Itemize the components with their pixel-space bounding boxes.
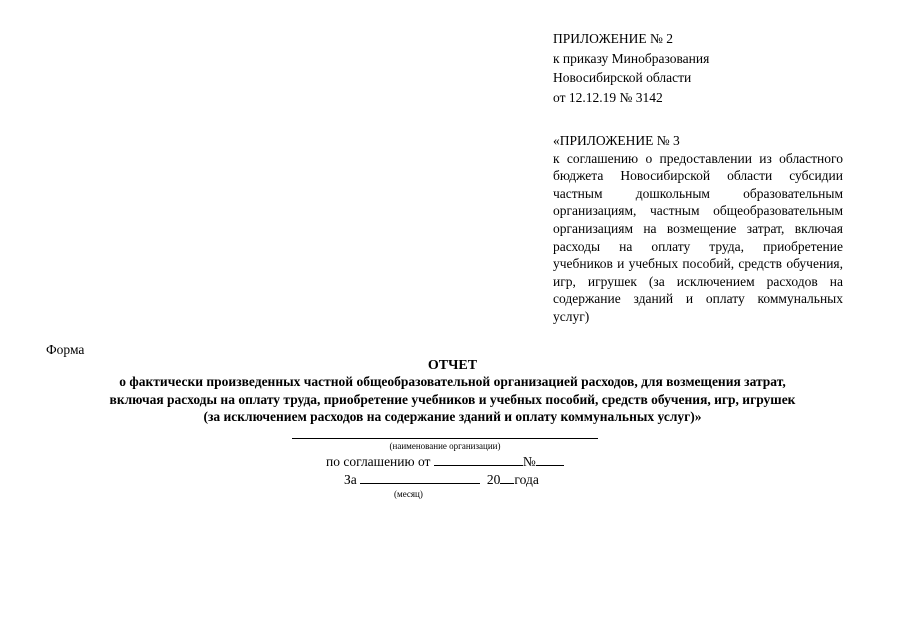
appendix-2-line: Новосибирской области (553, 70, 692, 85)
form-label: Форма (46, 342, 85, 357)
period-prefix: За (344, 472, 357, 487)
year-suffix: года (514, 472, 539, 487)
report-description-line: включая расходы на оплату труда, приобретение учебников и учебных пособий, средств обучения, игр, игрушек (109, 391, 796, 407)
appendix-2-line: от 12.12.19 № 3142 (553, 89, 663, 105)
agreement-prefix: по соглашению от (326, 454, 431, 469)
agreement-row (326, 452, 564, 471)
appendix-3-header (553, 132, 843, 326)
month-caption: (месяц) (394, 489, 423, 499)
agreement-number-field[interactable] (536, 452, 564, 466)
year-prefix: 20 (486, 472, 501, 487)
appendix-2-line: к приказу Минобразования (553, 50, 710, 66)
report-title: ОТЧЕТ (427, 358, 478, 373)
month-field[interactable] (360, 470, 480, 484)
appendix-3-body: к соглашению о предоставлении из областного бюджета Новосибирской области субсидии частным дошкольным образовательным организациям, частным общеобразовательным организациям на возмещение затрат, включая расходы на оплату труда, приобретение учебников и учебных пособий, средств обучения, игр, игрушек (за исключением расходов на содержание зданий и оплату коммунальных услуг) (553, 150, 843, 324)
period-row (344, 470, 539, 489)
appendix-3-title: «ПРИЛОЖЕНИЕ № 3 (553, 133, 680, 148)
report-description-line: (за исключением расходов на содержание зданий и оплату коммунальных услуг)» (203, 409, 702, 425)
agreement-date-field[interactable] (434, 452, 523, 466)
organization-name-caption: (наименование организации) (389, 441, 501, 451)
appendix-2-header (553, 29, 709, 107)
appendix-2-line: ПРИЛОЖЕНИЕ № 2 (553, 31, 674, 46)
year-field[interactable] (500, 470, 514, 484)
organization-name-field[interactable] (292, 438, 598, 439)
report-description (30, 373, 875, 426)
number-sign: № (522, 454, 536, 469)
report-description-line: о фактически произведенных частной общеобразовательной организацией расходов, для возмещения затрат, (119, 374, 786, 389)
